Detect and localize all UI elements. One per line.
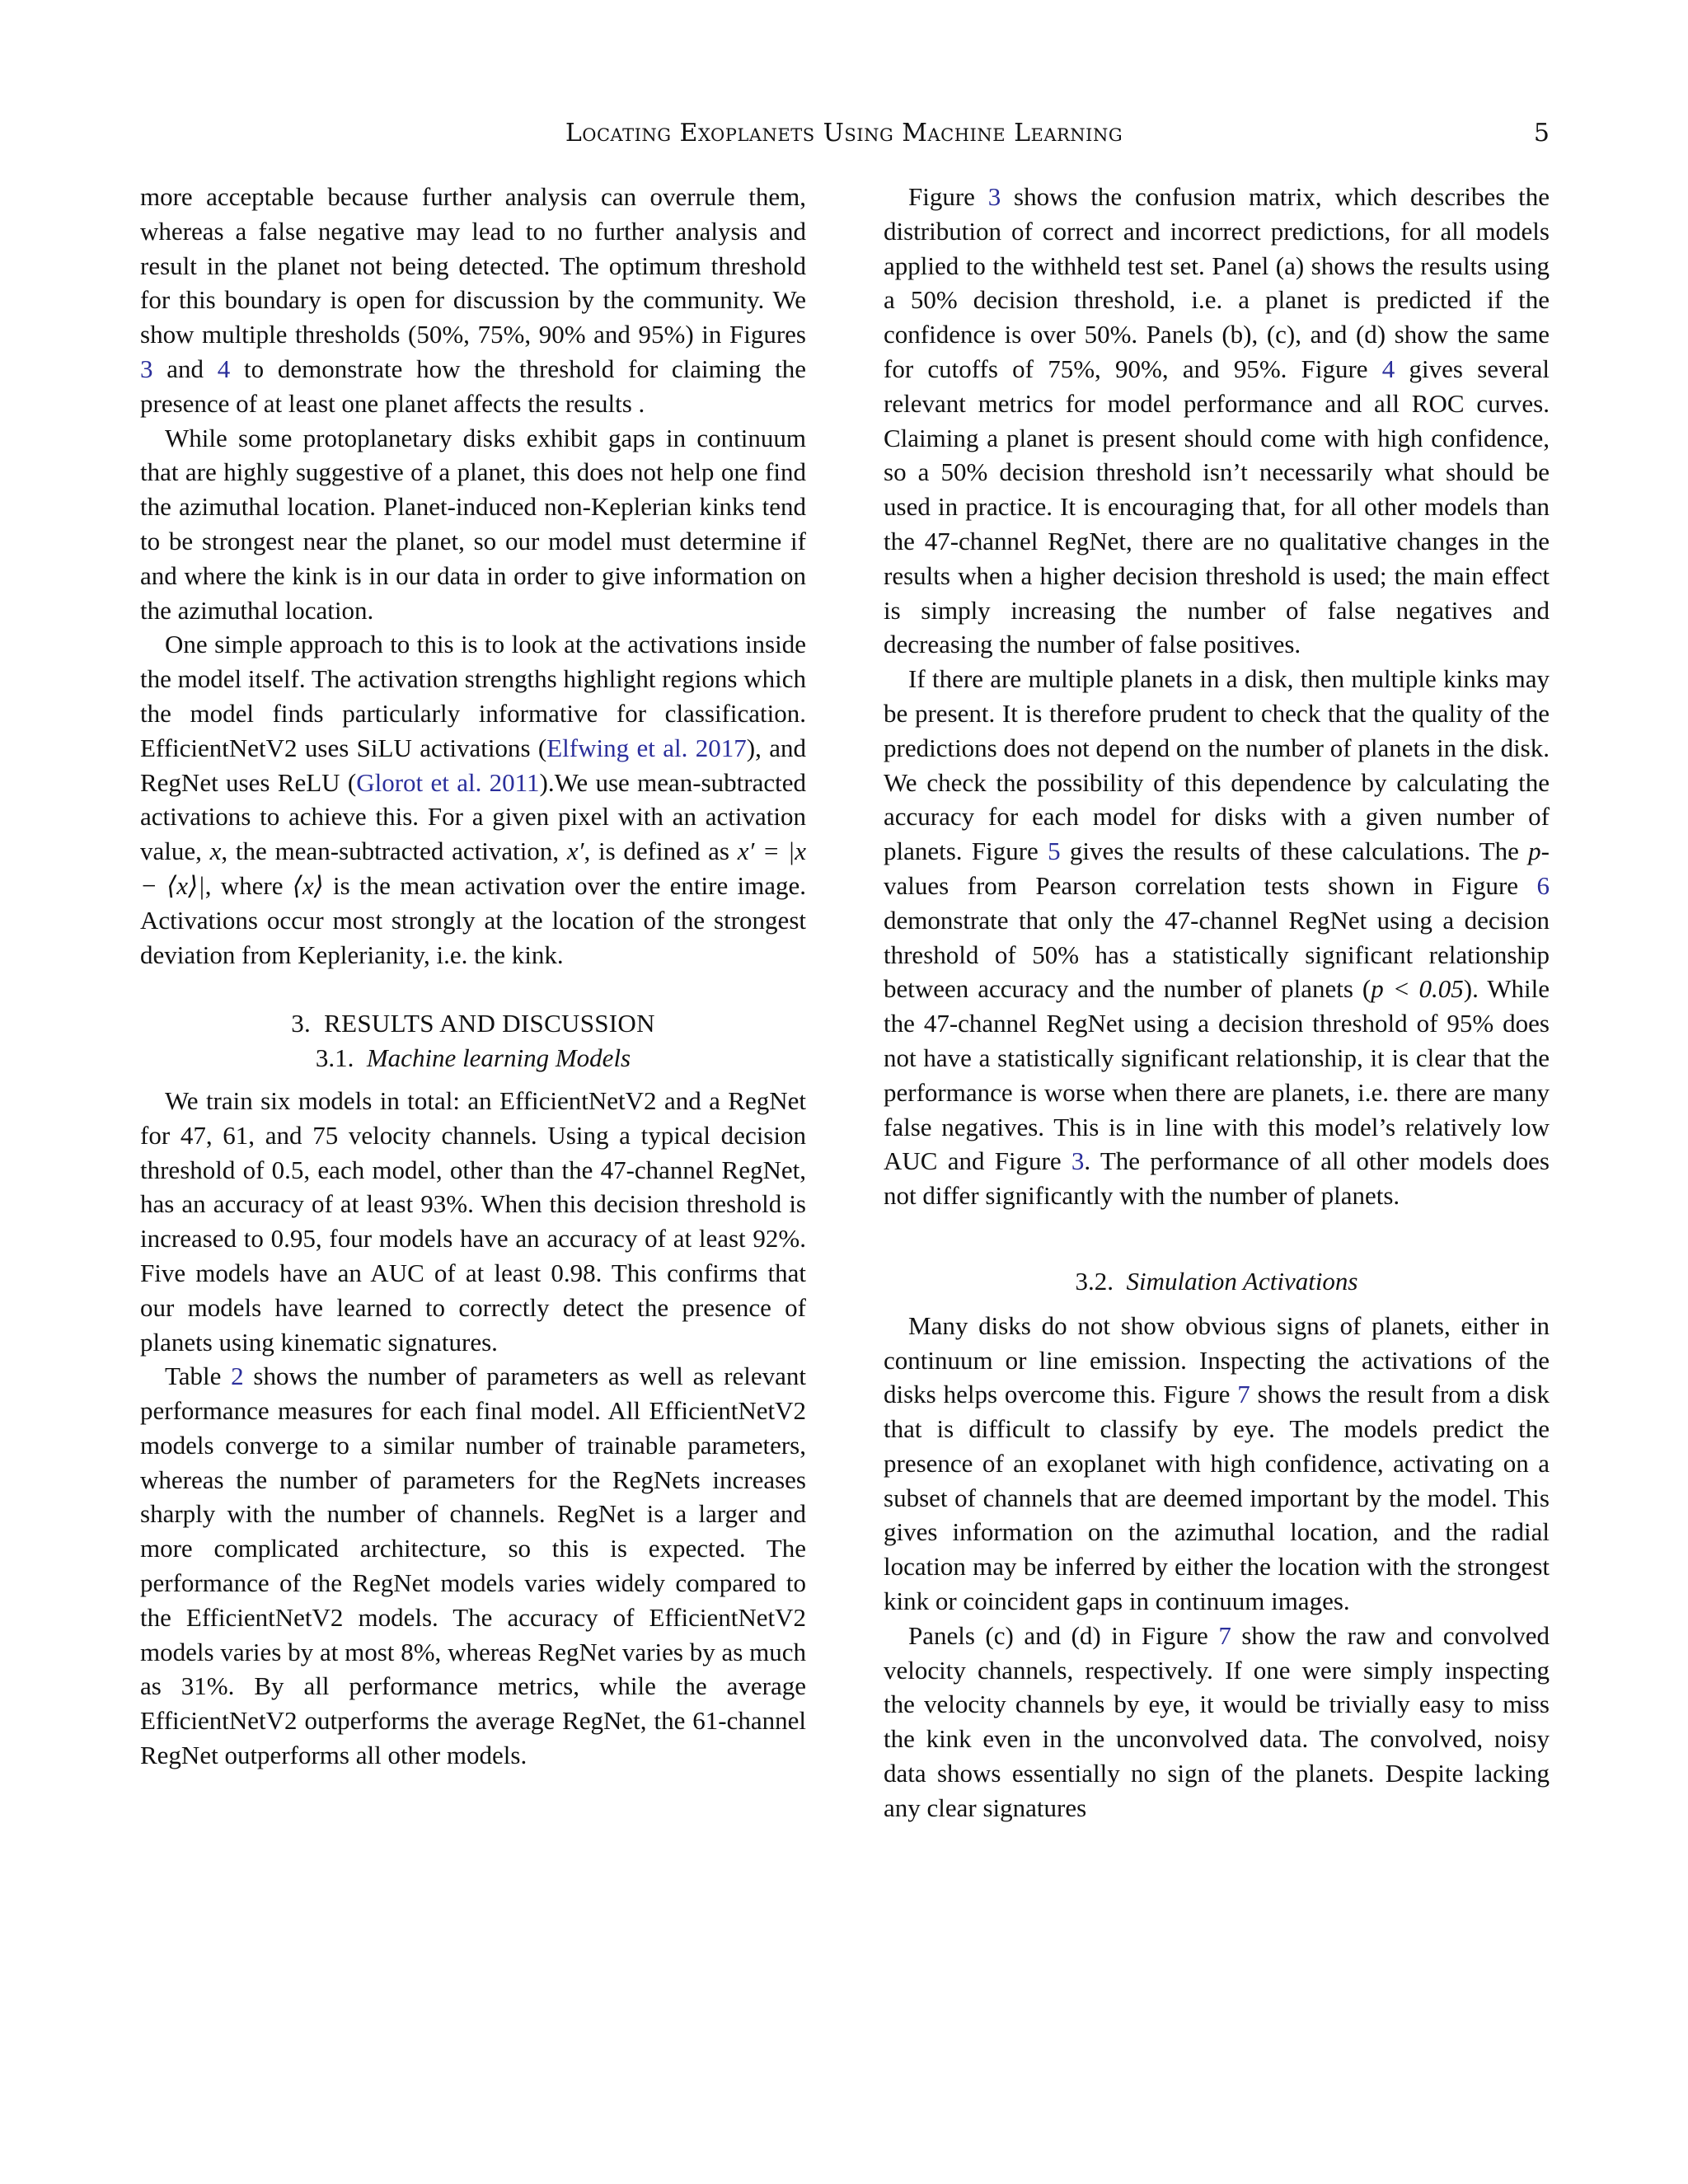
figure-ref-7[interactable]: 7 — [1237, 1380, 1250, 1409]
right-column — [884, 180, 1550, 1825]
text-run: ). While the 47-channel RegNet using a decision threshold of 95% does not have a statistically significant relationship, it is clear that the performance is worse when there are planets, i.e. there are many false negatives. This is in line with this model’s relatively low AUC and Figure — [884, 974, 1550, 1176]
subsection-title: Simulation Activations — [1126, 1266, 1358, 1296]
text-run: -values from Pearson correlation tests shown in Figure — [884, 837, 1550, 900]
text-run: demonstrate that only the 47-channel RegNet using a decision threshold of 50% has a statistically significant relationship between accuracy and the number of planets ( — [884, 905, 1550, 1004]
paragraph-model-training: We train six models in total: an EfficientNetV2 and a RegNet for 47, 61, and 75 velocity channels. Using a typical decision threshold of 0.5, each model, other than the 47-channel RegNet, has an accuracy of at least 93%. When this decision threshold is increased to 0.95, four models have an accuracy of at least 92%. Five models have an AUC of at least 0.98. This confirms that our models have learned to correctly detect the presence of planets using kinematic signatures. — [140, 1085, 806, 1357]
text-run: shows the number of parameters as well as relevant performance measures for each final model. All EfficientNetV2 models converge to a similar number of trainable parameters, whereas the number of parameters for the RegNets increases sharply with the number of channels. RegNet is a larger and more complicated architecture, so this is expected. The performance of the RegNet models varies widely compared to the EfficientNetV2 models. The accuracy of EfficientNetV2 models varies by at most 8%, whereas RegNet varies by as much as 31%. By all performance metrics, while the average EfficientNetV2 outperforms the average RegNet, the 61-channel RegNet outperforms all other models. — [140, 1361, 806, 1770]
paragraph-activations — [140, 627, 806, 972]
subsection-number: 3.1. — [315, 1043, 354, 1073]
math-mean-x: ⟨x⟩ — [292, 870, 324, 900]
math-x: x — [209, 837, 222, 866]
figure-ref-6[interactable]: 6 — [1536, 870, 1550, 900]
section-heading-results — [140, 1006, 806, 1041]
text-run: , the mean-subtracted activation, — [221, 837, 567, 866]
section-title: RESULTS AND DISCUSSION — [324, 1009, 655, 1038]
text-run: Table — [165, 1361, 232, 1391]
figure-ref-4[interactable]: 4 — [217, 354, 231, 383]
section-number: 3. — [291, 1009, 312, 1038]
figure-ref-7[interactable]: 7 — [1218, 1620, 1231, 1650]
paragraph-confusion-matrix — [884, 180, 1550, 662]
math-x-prime: x′ — [566, 837, 584, 866]
text-run: , where — [204, 870, 293, 900]
paragraph-threshold-discussion — [140, 180, 806, 421]
figure-ref-3[interactable]: 3 — [140, 354, 153, 383]
paragraph-table-parameters — [140, 1359, 806, 1773]
text-run: , is defined as — [584, 837, 738, 866]
paragraph-multiple-planets — [884, 662, 1550, 1213]
math-mean-subtracted-definition: x′ = |x − ⟨x⟩| — [140, 837, 806, 900]
paragraph-protoplanetary-gaps: While some protoplanetary disks exhibit gaps in continuum that are highly suggestive of a planet, this does not help one find the azimuthal location. Planet-induced non-Keplerian kinks tend to be strongest near the planet, so our model must determine if and where the kink is in our data in order to give information on the azimuthal location. — [140, 423, 806, 625]
text-run: ).We use mean-subtracted activations to achieve this. For a given pixel with an activation value, — [140, 767, 807, 866]
text-run: is the mean activation over the entire image. Activations occur most strongly at the location of the strongest deviation from Keplerianity, i.e. the kink. — [140, 870, 806, 969]
left-column — [140, 180, 806, 1773]
citation-glorot-2011[interactable]: Glorot et al. 2011 — [356, 767, 540, 797]
text-run: shows the result from a disk that is difficult to classify by eye. The models predict the presence of an exoplanet with high confidence, activating on a subset of channels that are deemed important by the model. This gives information on the azimuthal location, and the radial location may be inferred by either the location with the strongest kink or coincident gaps in continuum images. — [884, 1380, 1550, 1616]
citation-elfwing-2017[interactable]: Elfwing et al. 2017 — [546, 733, 747, 762]
math-p: p — [1528, 837, 1541, 866]
text-run: gives several relevant metrics for model performance and all ROC curves. Claiming a planet is present should come with high confidence, so a 50% decision threshold isn’t necessarily what should be used in practice. It is encouraging that, for all other models than the 47-channel RegNet, there are no qualitative changes in the results when a higher decision threshold is used; the main effect is simply increasing the number of false negatives and decreasing the number of false positives. — [884, 354, 1550, 659]
text-run: Panels (c) and (d) in Figure — [908, 1620, 1219, 1650]
running-title: Locating Exoplanets Using Machine Learning — [565, 119, 1123, 148]
text-run: . The performance of all other models does not differ significantly with the number of planets. — [884, 1146, 1550, 1211]
paragraph-disk-activations — [884, 1309, 1550, 1619]
text-run: One simple approach to this is to look at the activations inside the model itself. The activation strengths highlight regions which the model finds particularly informative for classification. EfficientNetV2 uses SiLU activations ( — [140, 630, 806, 762]
subsection-title: Machine learning Models — [366, 1043, 631, 1073]
page-number: 5 — [1533, 119, 1550, 148]
text-run: ), and RegNet uses ReLU ( — [140, 733, 806, 797]
subsection-number: 3.2. — [1075, 1266, 1114, 1296]
text-run: and — [152, 354, 218, 383]
figure-ref-4[interactable]: 4 — [1381, 354, 1395, 383]
paragraph-velocity-channels — [884, 1619, 1550, 1825]
text-run: Many disks do not show obvious signs of planets, either in continuum or line emission. Inspecting the activations of the disks helps overcome this. Figure — [884, 1310, 1550, 1409]
text-run: Figure — [908, 182, 988, 211]
text-run: to demonstrate how the threshold for claiming the presence of at least one planet affects the results . — [140, 354, 806, 418]
figure-ref-5[interactable]: 5 — [1048, 837, 1061, 866]
text-run: shows the confusion matrix, which describes the distribution of correct and incorrect predictions, for all models applied to the withheld test set. Panel (a) shows the results using a 50% decision threshold, i.e. a planet is predicted if the confidence is over 50%. Panels (b), (c), and (d) show the same for cutoffs of 75%, 90%, and 95%. Figure — [884, 182, 1550, 383]
figure-ref-3[interactable]: 3 — [1071, 1146, 1085, 1176]
figure-ref-3[interactable]: 3 — [987, 182, 1001, 211]
text-run: If there are multiple planets in a disk, then multiple kinks may be present. It is therefore prudent to check that the quality of the predictions does not depend on the number of planets in the disk. We check the possibility of this dependence by calculating the accuracy for each model for disks with a given number of planets. Figure — [884, 664, 1550, 866]
text-run: more acceptable because further analysis can overrule them, whereas a false negative may lead to no further analysis and result in the planet not being detected. The optimum threshold for this boundary is open for discussion by the community. We show multiple thresholds (50%, 75%, 90% and 95%) in Figures — [140, 182, 806, 349]
subsection-heading-ml-models — [140, 1041, 806, 1076]
running-header — [0, 119, 1688, 152]
text-run: show the raw and convolved velocity channels, respectively. If one were simply inspecting the velocity channels by eye, it would be trivially easy to miss the kink even in the unconvolved data. The convolved, noisy data shows essentially no sign of the planets. Despite lacking any clear signatures — [884, 1620, 1550, 1822]
math-p-value-condition: p < 0.05 — [1371, 974, 1464, 1004]
table-ref-2[interactable]: 2 — [231, 1361, 244, 1391]
subsection-heading-simulation-activations — [884, 1264, 1550, 1299]
text-run: gives the results of these calculations. The — [1060, 837, 1529, 866]
